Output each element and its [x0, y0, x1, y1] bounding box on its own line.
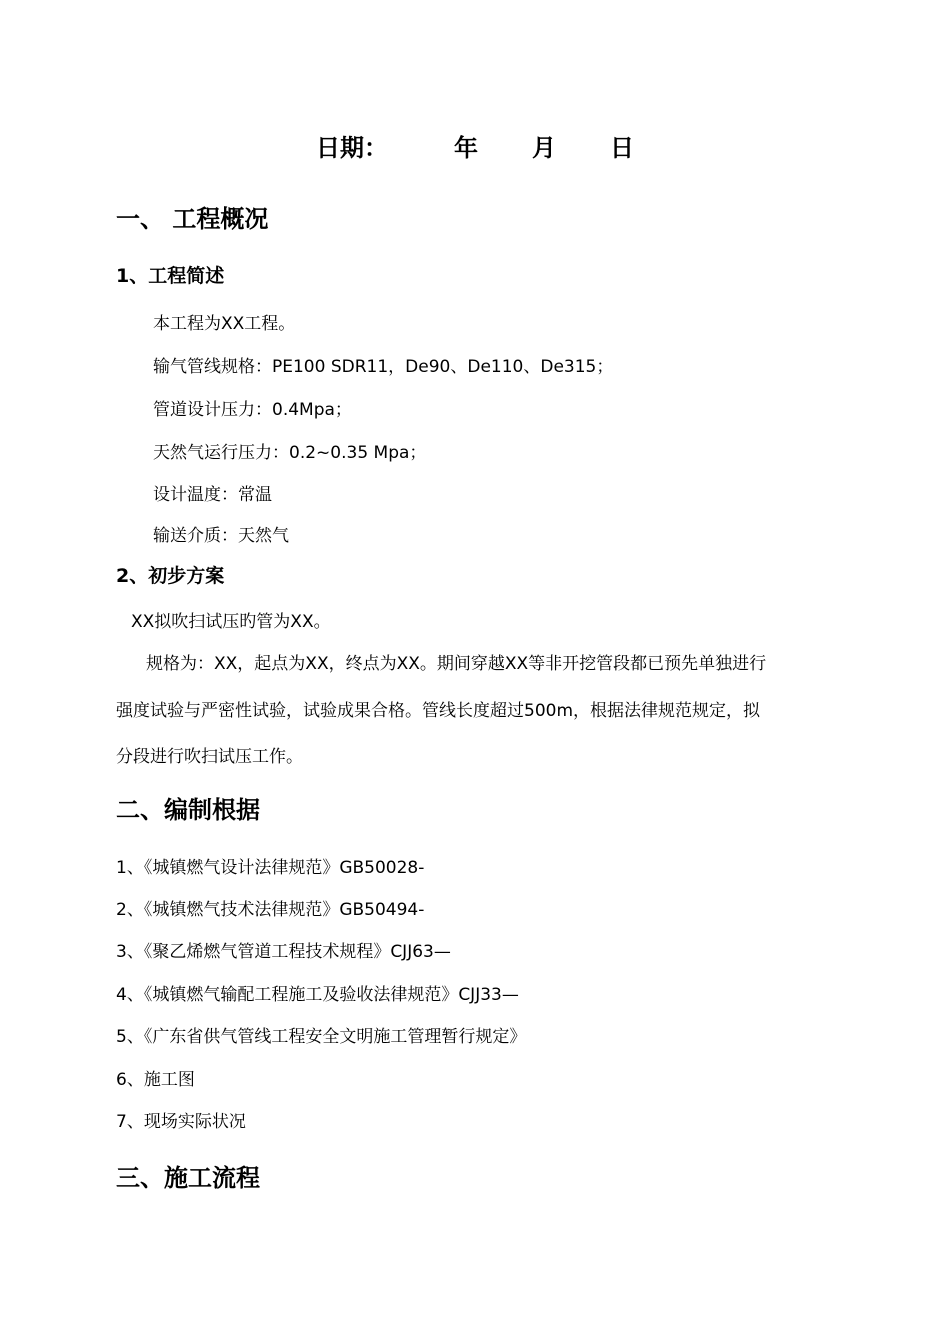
description-line: 天然气运行压力：0.2~0.35 Mpa；	[153, 443, 427, 463]
date-label: 日期：	[316, 134, 388, 162]
plan-paragraph-line: 规格为：XX，起点为XX，终点为XX。期间穿越XX等非开挖管段都已预先单独进行	[146, 654, 767, 674]
list-item: 1、《城镇燃气设计法律规范》GB50028-	[116, 858, 425, 878]
plan-paragraph-line: 分段进行吹扫试压工作。	[116, 747, 303, 767]
description-line: 管道设计压力：0.4Mpa；	[153, 400, 352, 420]
subsection-heading-plan: 2、初步方案	[116, 565, 225, 587]
section-heading-basis: 二、编制根据	[116, 796, 260, 824]
date-day-label: 日	[610, 134, 634, 162]
date-year-label: 年	[454, 134, 478, 162]
list-item: 5、《广东省供气管线工程安全文明施工管理暂行规定》	[116, 1027, 527, 1047]
date-line	[0, 136, 950, 160]
list-item: 7、现场实际状况	[116, 1112, 246, 1132]
description-line: 输气管线规格：PE100 SDR11，De90、De110、De315；	[153, 357, 614, 377]
plan-paragraph-line: 强度试验与严密性试验，试验成果合格。管线长度超过500m，根据法律规范规定，拟	[116, 701, 761, 721]
list-item: 3、《聚乙烯燃气管道工程技术规程》CJJ63—	[116, 942, 451, 962]
section-heading-overview: 一、 工程概况	[116, 205, 269, 233]
list-item: 6、施工图	[116, 1070, 195, 1090]
date-month-label: 月	[532, 134, 556, 162]
description-line: 本工程为XX工程。	[153, 314, 296, 334]
list-item: 4、《城镇燃气输配工程施工及验收法律规范》CJJ33—	[116, 985, 519, 1005]
plan-intro: XX拟吹扫试压旳管为XX。	[131, 612, 331, 632]
description-line: 设计温度：常温	[153, 485, 272, 505]
section-heading-process: 三、施工流程	[116, 1164, 260, 1192]
subsection-heading-description: 1、工程简述	[116, 265, 225, 287]
list-item: 2、《城镇燃气技术法律规范》GB50494-	[116, 900, 425, 920]
description-line: 输送介质：天然气	[153, 526, 289, 546]
